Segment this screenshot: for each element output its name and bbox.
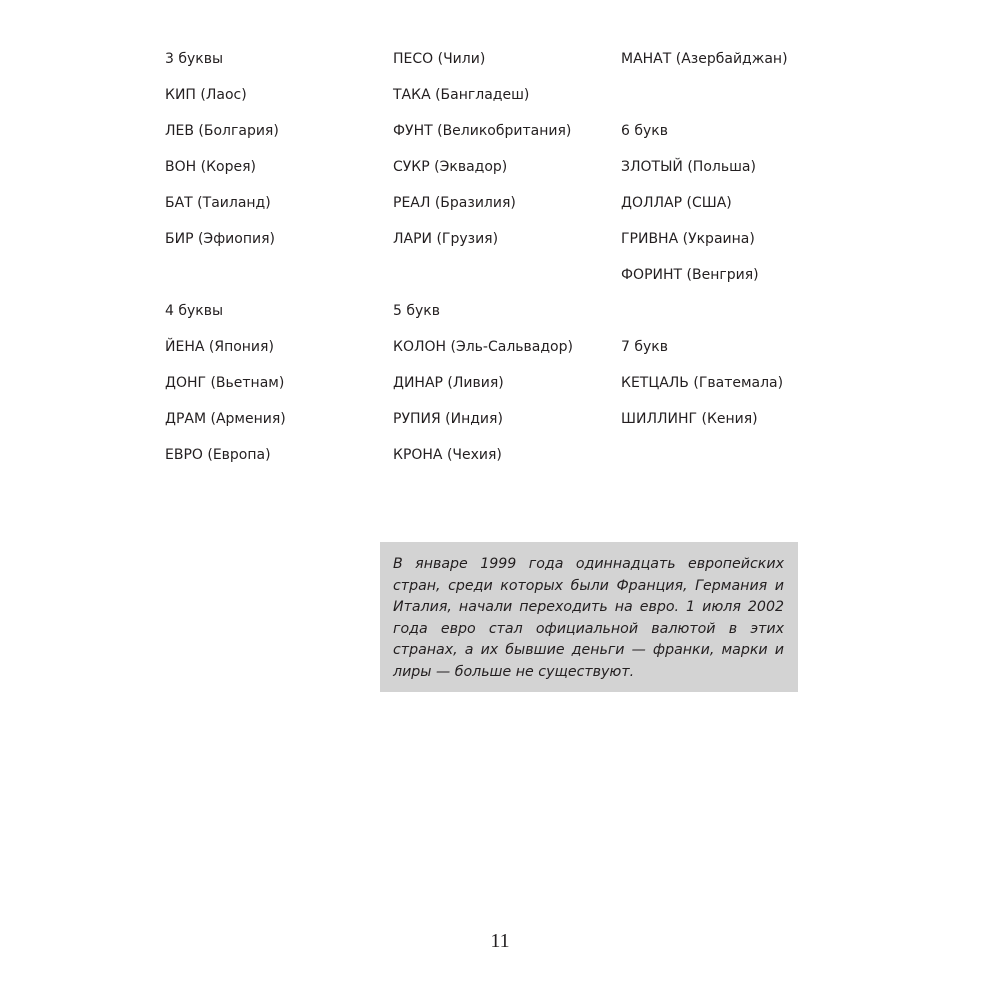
currency-item: РЕАЛ (Бразилия) [393, 195, 516, 211]
currency-item: ТАКА (Бангладеш) [393, 87, 530, 103]
currency-item: ЕВРО (Европа) [165, 447, 271, 463]
info-box [380, 542, 798, 692]
currency-item: КИП (Лаос) [165, 87, 247, 103]
currency-item: ЛЕВ (Болгария) [165, 123, 279, 139]
page-number: 11 [490, 930, 510, 952]
currency-item: ДИНАР (Ливия) [393, 375, 504, 391]
group-heading: 7 букв [621, 339, 668, 355]
currency-item: ЗЛОТЫЙ (Польша) [621, 159, 756, 175]
currency-item: ФОРИНТ (Венгрия) [621, 267, 759, 283]
currency-item: ДРАМ (Армения) [165, 411, 286, 427]
group-heading: 3 буквы [165, 51, 224, 67]
currency-item: ДОНГ (Вьетнам) [165, 375, 285, 391]
currency-item: ЛАРИ (Грузия) [393, 231, 499, 247]
group-heading: 6 букв [621, 123, 668, 139]
currency-item: БИР (Эфиопия) [165, 231, 275, 247]
group-heading: 5 букв [393, 303, 440, 319]
currency-item: ШИЛЛИНГ (Кения) [621, 411, 758, 427]
currency-item: ГРИВНА (Украина) [621, 231, 755, 247]
currency-item: СУКР (Эквадор) [393, 159, 508, 175]
currency-item: ЙЕНА (Япония) [165, 339, 274, 355]
currency-item: КЕТЦАЛЬ (Гватемала) [621, 375, 784, 391]
currency-item: ПЕСО (Чили) [393, 51, 486, 67]
currency-item: ВОН (Корея) [165, 159, 256, 175]
currency-item: КРОНА (Чехия) [393, 447, 502, 463]
currency-item: БАТ (Таиланд) [165, 195, 271, 211]
info-box-text: В январе 1999 года одиннадцать европейских стран, среди которых были Франция, Германия и Италия, начали переходить на евро. 1 июля 2002 года евро стал официальной валютой в этих странах, а их бывшие деньги — франки, марки и лиры — больше не существуют. [393, 556, 784, 680]
group-heading: 4 буквы [165, 303, 224, 319]
currency-item: ДОЛЛАР (США) [621, 195, 732, 211]
currency-item: МАНАТ (Азербайджан) [621, 51, 788, 67]
currency-item: РУПИЯ (Индия) [393, 411, 503, 427]
currency-item: КОЛОН (Эль-Сальвадор) [393, 339, 573, 355]
currency-item: ФУНТ (Великобритания) [393, 123, 572, 139]
